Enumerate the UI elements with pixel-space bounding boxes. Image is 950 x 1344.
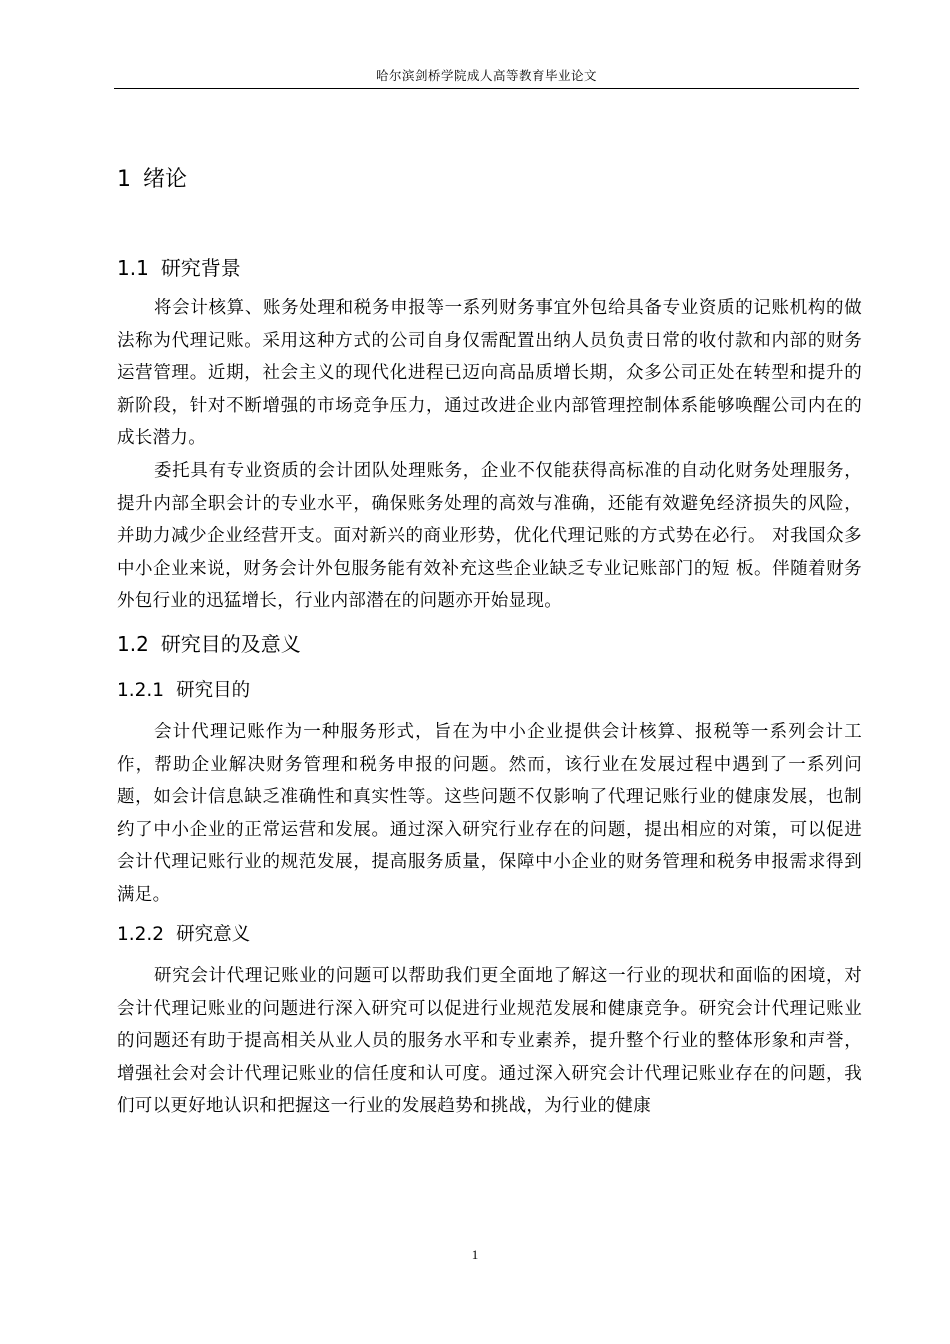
page-number: 1 — [471, 1247, 479, 1262]
chapter-number: 1 — [117, 167, 131, 192]
section-title: 研究背景 — [160, 256, 241, 280]
section-number: 1.1 — [117, 256, 149, 280]
subsection-title: 研究目的 — [176, 680, 251, 701]
section-title: 研究目的及意义 — [160, 632, 301, 656]
paragraph-purpose: 会计代理记账作为一种服务形式，旨在为中小企业提供会计核算、报税等一系列会计工作，帮助企业解决财务管理和税务申报的问题。然而，该行业在发展过程中遇到了一系列问题，如会计信息缺乏准确性和真实性等。这些问题不仅影响了代理记账行业的健康发展，也制约了中小企业的正常运营和发展。通过深入研究行业存在的问题，提出相应的对策，可以促进会计代理记账行业的规范发展，提高服务质量，保障中小企业的财务管理和税务申报需求得到满足。 — [117, 722, 862, 905]
chapter-heading — [117, 162, 187, 193]
subsection-heading-1-2-1 — [117, 676, 250, 702]
subsection-number: 1.2.2 — [117, 924, 165, 945]
chapter-title: 绪论 — [143, 167, 188, 192]
running-header: 哈尔滨剑桥学院成人高等教育毕业论文 — [375, 68, 597, 83]
subsection-number: 1.2.1 — [117, 680, 165, 701]
paragraph-background-2: 委托具有专业资质的会计团队处理账务，企业不仅能获得高标准的自动化财务处理服务，提升内部全职会计的专业水平，确保账务处理的高效与准确，还能有效避免经济损失的风险，并助力减少企业经营开支。面对新兴的商业形势，优化代理记账的方式势在必行。 对我国众多中小企业来说，财务会计外包服务能有效补充这些企业缺乏专业记账部门的短 板。伴随着财务外包行业的迅猛增长，行业内部潜在的问题亦开始显现。 — [117, 461, 862, 611]
subsection-heading-1-2-2 — [117, 920, 250, 946]
paragraph-significance: 研究会计代理记账业的问题可以帮助我们更全面地了解这一行业的现状和面临的困境，对会计代理记账业的问题进行深入研究可以促进行业规范发展和健康竞争。研究会计代理记账业的问题还有助于提高相关从业人员的服务水平和专业素养，提升整个行业的整体形象和声誉，增强社会对会计代理记账业的信任度和认可度。通过深入研究会计代理记账业存在的问题，我们可以更好地认识和把握这一行业的发展趋势和挑战，为行业的健康 — [117, 966, 862, 1116]
subsection-title: 研究意义 — [176, 924, 251, 945]
section-number: 1.2 — [117, 632, 149, 656]
section-heading-1-2 — [117, 628, 301, 657]
section-heading-1-1 — [117, 252, 241, 281]
header-rule — [114, 88, 859, 89]
paragraph-background-1: 将会计核算、账务处理和税务申报等一系列财务事宜外包给具备专业资质的记账机构的做法称为代理记账。采用这种方式的公司自身仅需配置出纳人员负责日常的收付款和内部的财务运营管理。近期，社会主义的现代化进程已迈向高品质增长期，众多公司正处在转型和提升的新阶段，针对不断增强的市场竞争压力，通过改进企业内部管理控制体系能够唤醒公司内在的成长潜力。 — [117, 298, 862, 448]
